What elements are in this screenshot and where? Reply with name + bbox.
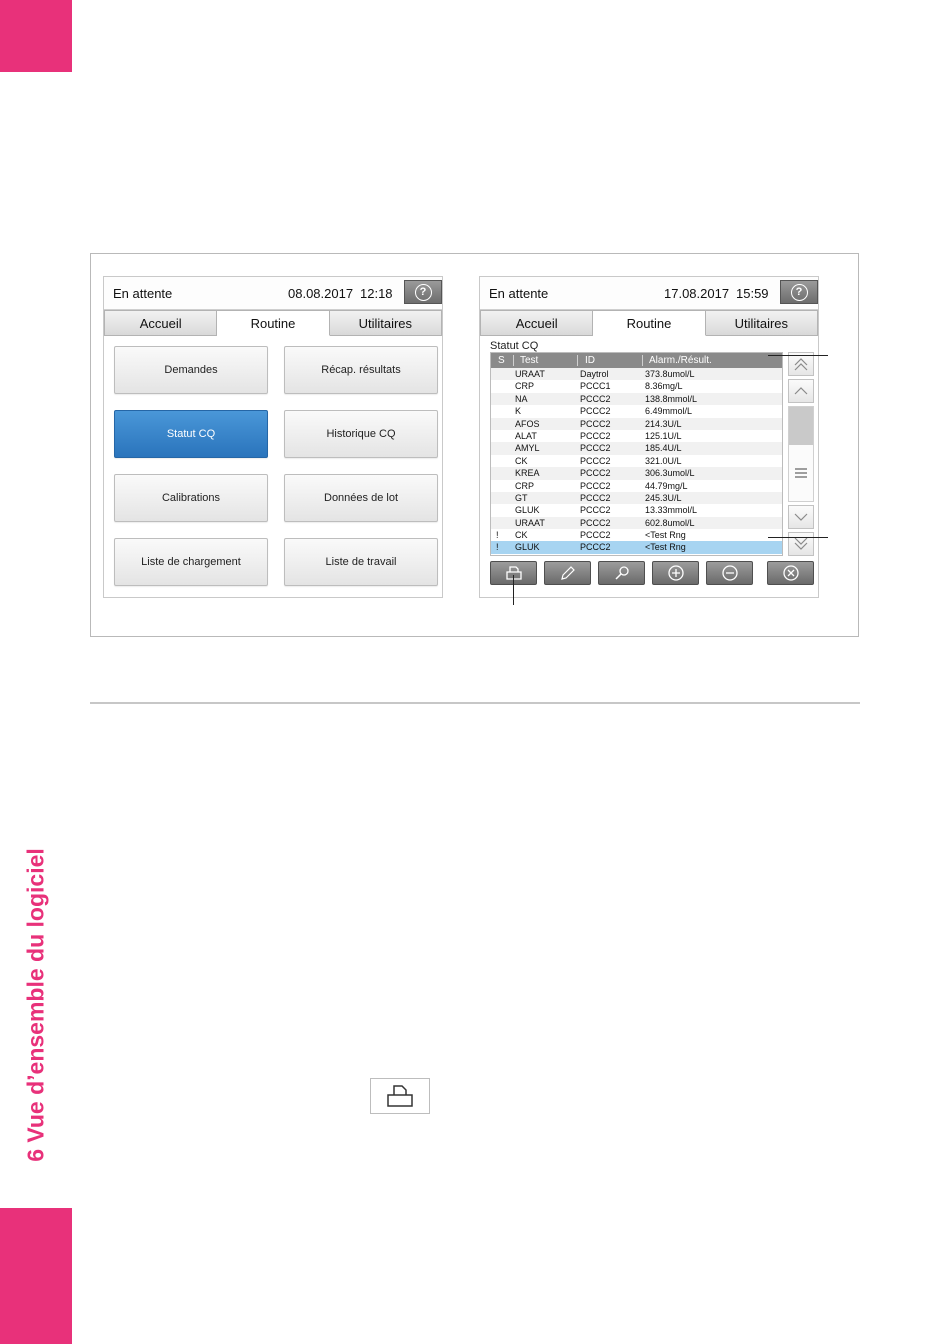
magnifier-icon (613, 565, 631, 581)
table-row[interactable] (491, 504, 782, 516)
chevron-up-icon (793, 386, 809, 396)
cell-result: 306.3umol/L (645, 468, 695, 479)
cell-id: PCCC2 (580, 480, 611, 491)
cell-id: PCCC2 (580, 443, 611, 454)
cell-id: PCCC2 (580, 505, 611, 516)
cell-status: ! (496, 530, 499, 541)
cell-id: PCCC2 (580, 418, 611, 429)
pencil-icon (559, 565, 577, 581)
cell-test: GT (515, 492, 528, 503)
table-row[interactable] (491, 368, 782, 380)
column-header-s[interactable]: S (498, 355, 505, 366)
time-label: 12:18 (360, 286, 393, 301)
table-row[interactable] (491, 467, 782, 479)
callout-line-rows (768, 537, 828, 538)
cell-result: 8.36mg/L (645, 381, 683, 392)
section-title: Statut CQ (490, 340, 539, 352)
remove-button[interactable] (706, 561, 753, 585)
tab-routine[interactable]: Routine (593, 310, 705, 336)
table-row[interactable] (491, 380, 782, 392)
demandes-button[interactable]: Demandes (114, 346, 268, 394)
cell-test: AMYL (515, 443, 540, 454)
table-row[interactable] (491, 529, 782, 541)
cell-id: PCCC2 (580, 406, 611, 417)
scroll-down-button[interactable] (788, 505, 814, 529)
cell-result: <Test Rng (645, 542, 686, 553)
cell-test: URAAT (515, 369, 545, 379)
cell-test: K (515, 406, 522, 417)
cell-result: 245.3U/L (645, 492, 682, 503)
help-button[interactable] (404, 280, 442, 304)
calibrations-button[interactable]: Calibrations (114, 474, 268, 522)
table-row[interactable] (491, 480, 782, 492)
cell-test: URAAT (515, 517, 545, 528)
scroll-up-button[interactable] (788, 379, 814, 403)
table-row[interactable] (491, 442, 782, 454)
cell-id: PCCC2 (580, 455, 611, 466)
tab-accueil[interactable]: Accueil (480, 310, 593, 336)
cell-result: 44.79mg/L (645, 480, 688, 491)
cell-id: PCCC2 (580, 430, 611, 441)
table-row[interactable] (491, 517, 782, 529)
cell-test: GLUK (515, 542, 540, 553)
edit-button[interactable] (544, 561, 591, 585)
section-divider (90, 702, 860, 704)
cell-id: PCCC2 (580, 542, 611, 553)
scroll-thumb[interactable] (789, 407, 813, 445)
cell-id: PCCC2 (580, 492, 611, 503)
cell-test: NA (515, 393, 528, 404)
cell-result: <Test Rng (645, 530, 686, 541)
liste-de-travail-button[interactable]: Liste de travail (284, 538, 438, 586)
search-button[interactable] (598, 561, 645, 585)
scroll-bottom-button[interactable] (788, 532, 814, 556)
table-header (491, 353, 782, 368)
callout-line-header (768, 355, 828, 356)
cell-id: PCCC2 (580, 517, 611, 528)
cell-id: PCCC2 (580, 393, 611, 404)
print-icon (385, 1083, 415, 1109)
table-row[interactable] (491, 393, 782, 405)
callout-line-print (513, 575, 514, 605)
qc-status-table[interactable] (490, 352, 783, 556)
minus-icon (721, 564, 739, 582)
cell-test: CK (515, 530, 528, 541)
tab-accueil[interactable]: Accueil (104, 310, 217, 336)
status-bar (480, 277, 818, 310)
statut-cq-button[interactable]: Statut CQ (114, 410, 268, 458)
table-row[interactable] (491, 405, 782, 417)
recap-resultats-button[interactable]: Récap. résultats (284, 346, 438, 394)
close-button[interactable] (767, 561, 814, 585)
help-button[interactable] (780, 280, 818, 304)
cell-result: 125.1U/L (645, 430, 682, 441)
left-screen (103, 276, 443, 598)
cell-result: 373.8umol/L (645, 369, 695, 379)
table-body (491, 368, 782, 554)
help-icon: ? (415, 284, 432, 301)
table-row[interactable] (491, 430, 782, 442)
table-row[interactable] (491, 418, 782, 430)
chapter-marker-top (0, 0, 72, 72)
tab-bar (480, 310, 818, 336)
cell-test: CRP (515, 381, 535, 392)
cell-test: AFOS (515, 418, 540, 429)
cell-result: 602.8umol/L (645, 517, 695, 528)
right-screen (479, 276, 819, 598)
date-label: 08.08.2017 (288, 286, 354, 301)
cell-result: 321.0U/L (645, 455, 682, 466)
status-label: En attente (113, 286, 173, 301)
tab-bar (104, 310, 442, 336)
scroll-track[interactable] (788, 406, 814, 502)
scroll-grip-icon[interactable] (789, 445, 813, 501)
cell-id: Daytrol (580, 369, 609, 379)
cell-result: 185.4U/L (645, 443, 682, 454)
column-header-result[interactable]: Alarm./Résult. (649, 355, 712, 366)
cell-id: PCCC1 (580, 381, 611, 392)
status-label: En attente (489, 286, 549, 301)
cell-test: GLUK (515, 505, 540, 516)
cell-result: 13.33mmol/L (645, 505, 698, 516)
tab-utilitaires[interactable]: Utilitaires (706, 310, 818, 336)
column-header-id[interactable]: ID (585, 355, 595, 366)
status-bar (104, 277, 442, 310)
tab-routine[interactable]: Routine (217, 310, 329, 336)
cell-test: CRP (515, 480, 535, 491)
table-row[interactable] (491, 455, 782, 467)
print-icon-illustration (370, 1078, 430, 1114)
cell-test: KREA (515, 468, 540, 479)
table-row[interactable] (491, 541, 782, 553)
cell-result: 214.3U/L (645, 418, 682, 429)
cell-test: ALAT (515, 430, 537, 441)
cell-id: PCCC2 (580, 468, 611, 479)
donnees-de-lot-button[interactable]: Données de lot (284, 474, 438, 522)
date-label: 17.08.2017 (664, 286, 730, 301)
table-row[interactable] (491, 492, 782, 504)
column-header-test[interactable]: Test (520, 355, 539, 366)
cell-result: 6.49mmol/L (645, 406, 693, 417)
double-chevron-down-icon (793, 537, 809, 551)
cell-id: PCCC2 (580, 530, 611, 541)
help-icon: ? (791, 284, 808, 301)
liste-de-chargement-button[interactable]: Liste de chargement (114, 538, 268, 586)
time-label: 15:59 (736, 286, 769, 301)
tab-utilitaires[interactable]: Utilitaires (330, 310, 442, 336)
chevron-down-icon (793, 512, 809, 522)
table-scrollbar[interactable] (788, 352, 814, 556)
cell-result: 138.8mmol/L (645, 393, 698, 404)
chapter-marker-bottom (0, 1208, 72, 1344)
close-icon (782, 564, 800, 582)
add-button[interactable] (652, 561, 699, 585)
cell-status: ! (496, 542, 499, 553)
plus-icon (667, 564, 685, 582)
cell-test: CK (515, 455, 528, 466)
double-chevron-up-icon (793, 357, 809, 371)
historique-cq-button[interactable]: Historique CQ (284, 410, 438, 458)
